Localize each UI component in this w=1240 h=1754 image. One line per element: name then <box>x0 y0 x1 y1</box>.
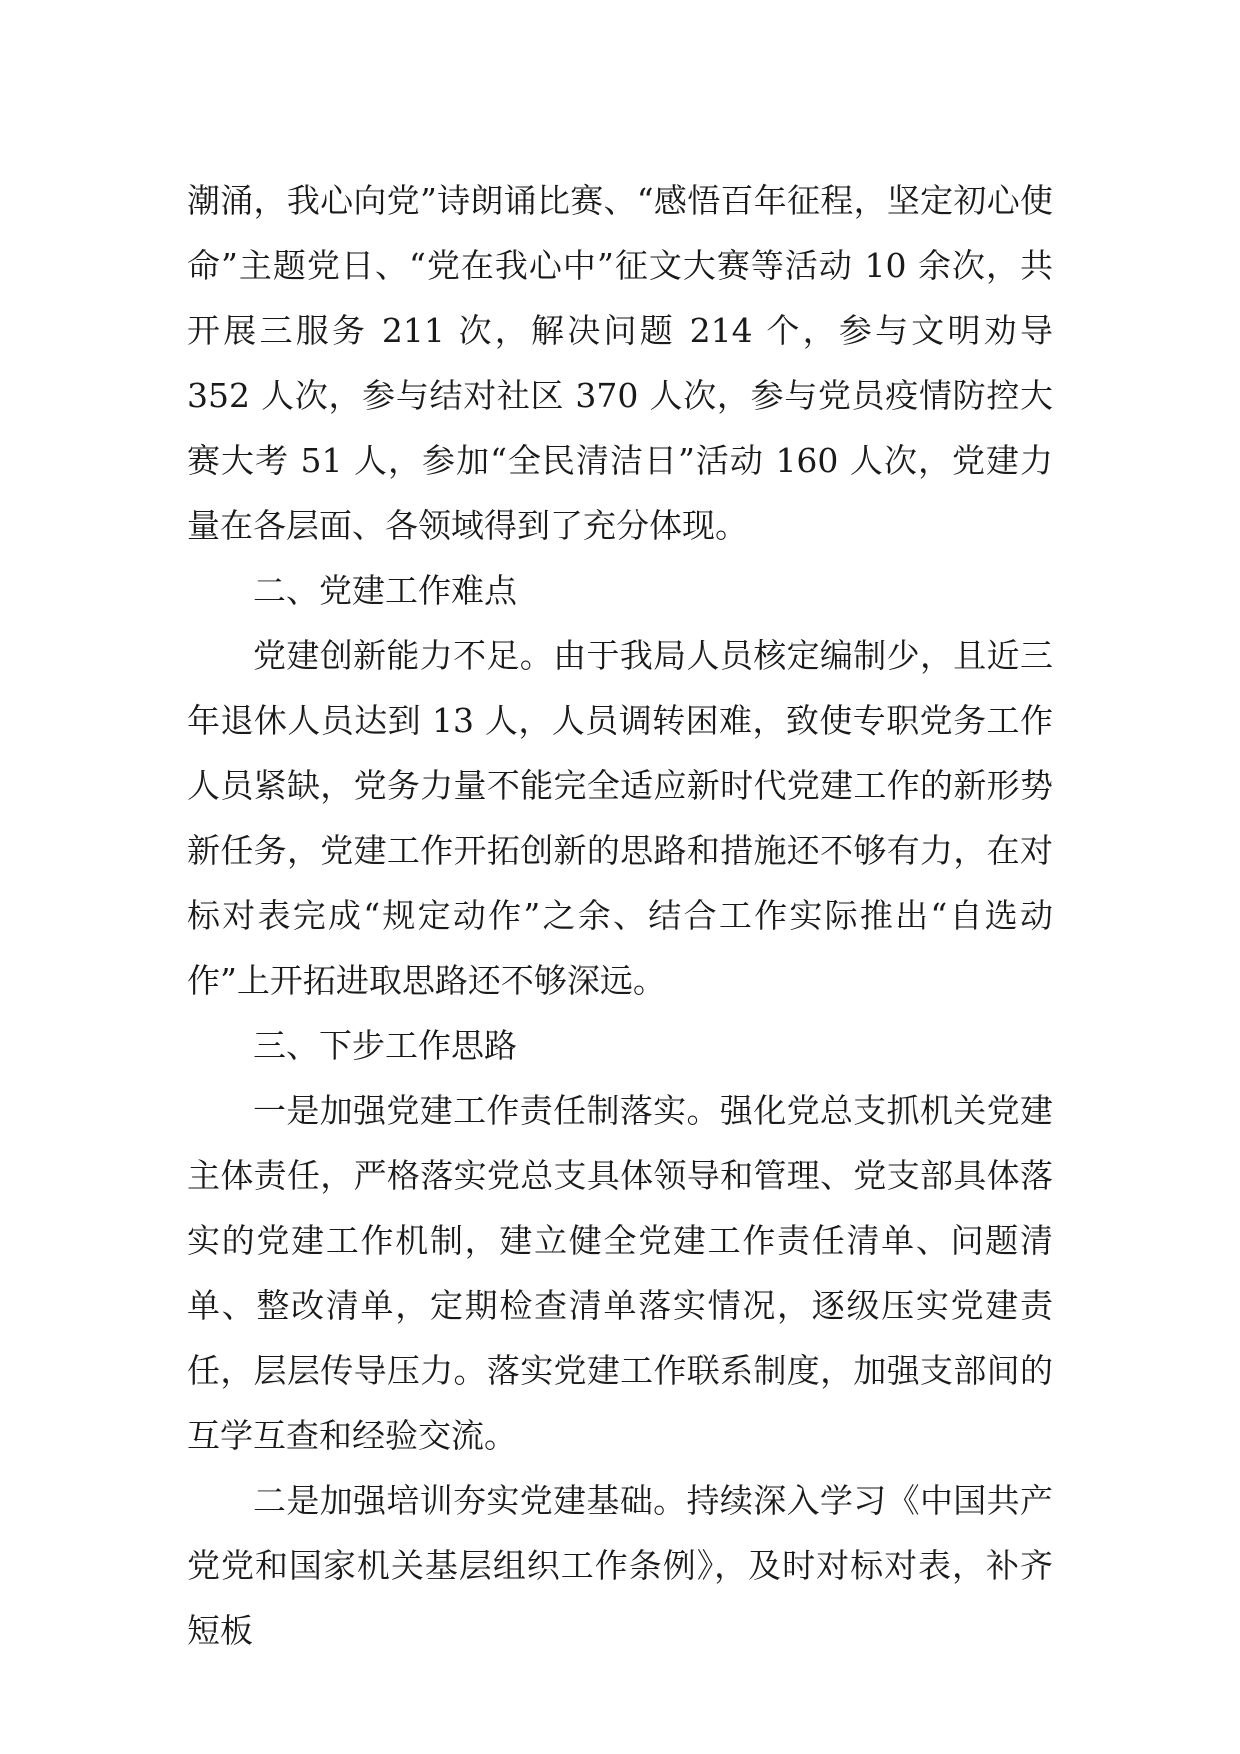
section-heading-difficulties: 二、党建工作难点 <box>253 571 517 610</box>
paragraph-activities-summary: 潮涌，我心向党”诗朗诵比赛、“感悟百年征程，坚定初心使命”主题党日、“党在我心中”征文大赛等活动 10 余次，共开展三服务 211 次，解决问题 214 个，参与文明劝导 352 人次，参与结对社区 370 人次，参与党员疫情防控大赛大考 51 人，参加“全民清洁日”活动 160 人次，党建力量在各层面、各领域得到了充分体现。 <box>187 181 1053 545</box>
document-body <box>187 168 1053 1663</box>
paragraph-responsibility-system: 一是加强党建工作责任制落实。强化党总支抓机关党建主体责任，严格落实党总支具体领导和管理、党支部具体落实的党建工作机制，建立健全党建工作责任清单、问题清单、整改清单，定期检查清单落实情况，逐级压实党建责任，层层传导压力。落实党建工作联系制度，加强支部间的互学互查和经验交流。 <box>187 1091 1053 1455</box>
section-heading-next-steps: 三、下步工作思路 <box>253 1026 517 1065</box>
paragraph-training-foundation: 二是加强培训夯实党建基础。持续深入学习《中国共产党党和国家机关基层组织工作条例》，及时对标对表，补齐短板 <box>187 1481 1053 1650</box>
paragraph-innovation-shortfall: 党建创新能力不足。由于我局人员核定编制少，且近三年退休人员达到 13 人，人员调转困难，致使专职党务工作人员紧缺，党务力量不能完全适应新时代党建工作的新形势新任务，党建工作开拓创新的思路和措施还不够有力，在对标对表完成“规定动作”之余、结合工作实际推出“自选动作”上开拓进取思路还不够深远。 <box>187 636 1053 1000</box>
